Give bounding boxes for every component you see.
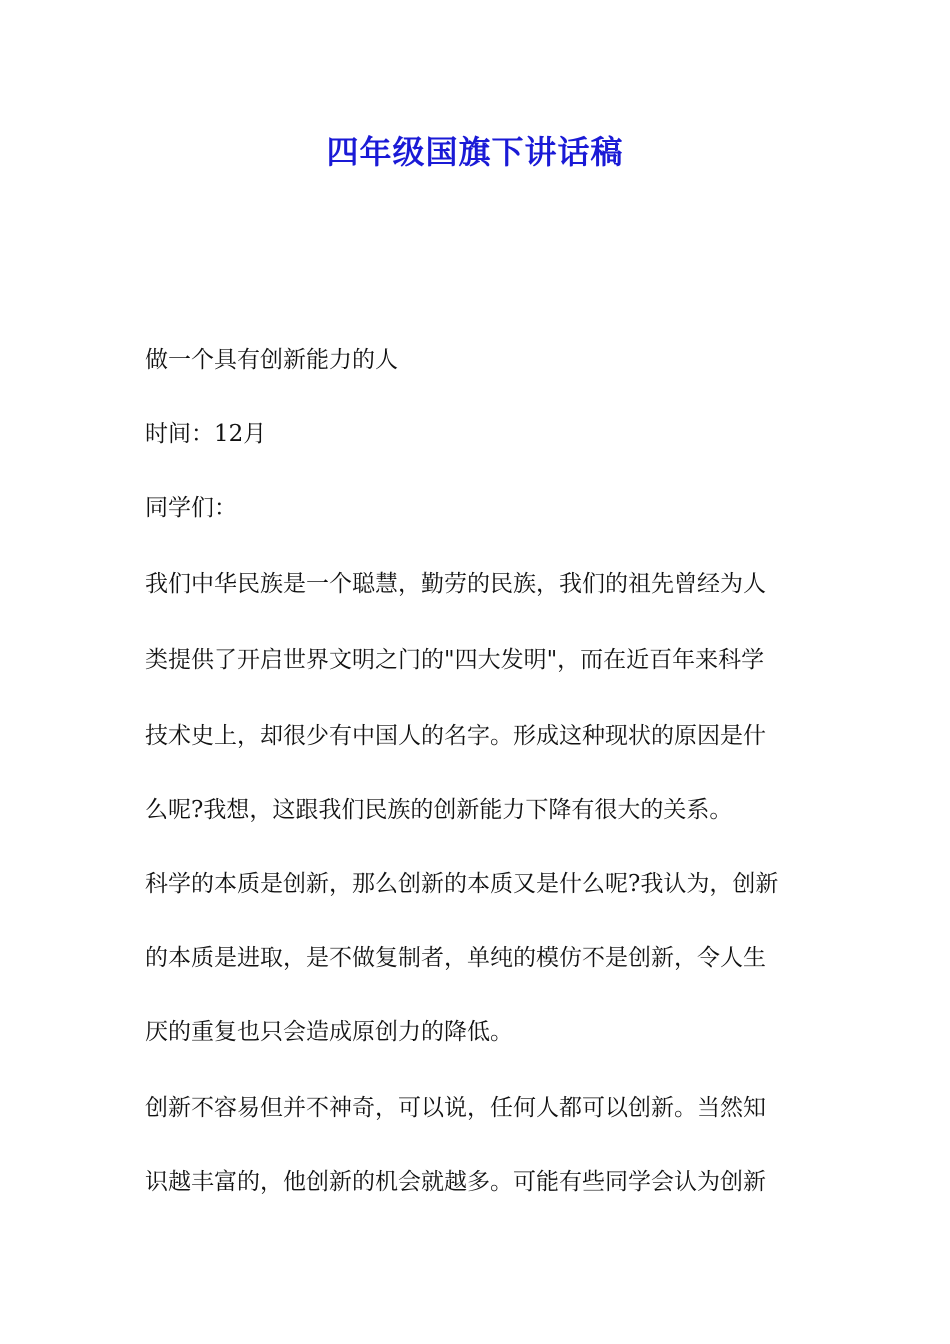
paragraph-line: 技术史上，却很少有中国人的名字。形成这种现状的原因是什 xyxy=(145,723,766,749)
paragraph-line: 类提供了开启世界文明之门的"四大发明"，而在近百年来科学 xyxy=(145,647,765,673)
paragraph-line: 科学的本质是创新，那么创新的本质又是什么呢?我认为，创新 xyxy=(145,871,779,897)
speech-subtitle: 做一个具有创新能力的人 xyxy=(145,347,398,373)
paragraph-line: 我们中华民族是一个聪慧，勤劳的民族，我们的祖先曾经为人 xyxy=(145,571,766,597)
paragraph-line: 的本质是进取，是不做复制者，单纯的模仿不是创新，令人生 xyxy=(145,945,766,971)
speech-time: 时间：12月 xyxy=(145,421,267,447)
paragraph-line: 识越丰富的，他创新的机会就越多。可能有些同学会认为创新 xyxy=(145,1169,766,1195)
paragraph-line: 么呢?我想，这跟我们民族的创新能力下降有很大的关系。 xyxy=(145,797,733,823)
paragraph-line: 创新不容易但并不神奇，可以说，任何人都可以创新。当然知 xyxy=(145,1095,766,1121)
paragraph-line: 厌的重复也只会造成原创力的降低。 xyxy=(145,1019,513,1045)
document-title: 四年级国旗下讲话稿 xyxy=(326,133,624,171)
speech-greeting: 同学们： xyxy=(145,495,237,521)
